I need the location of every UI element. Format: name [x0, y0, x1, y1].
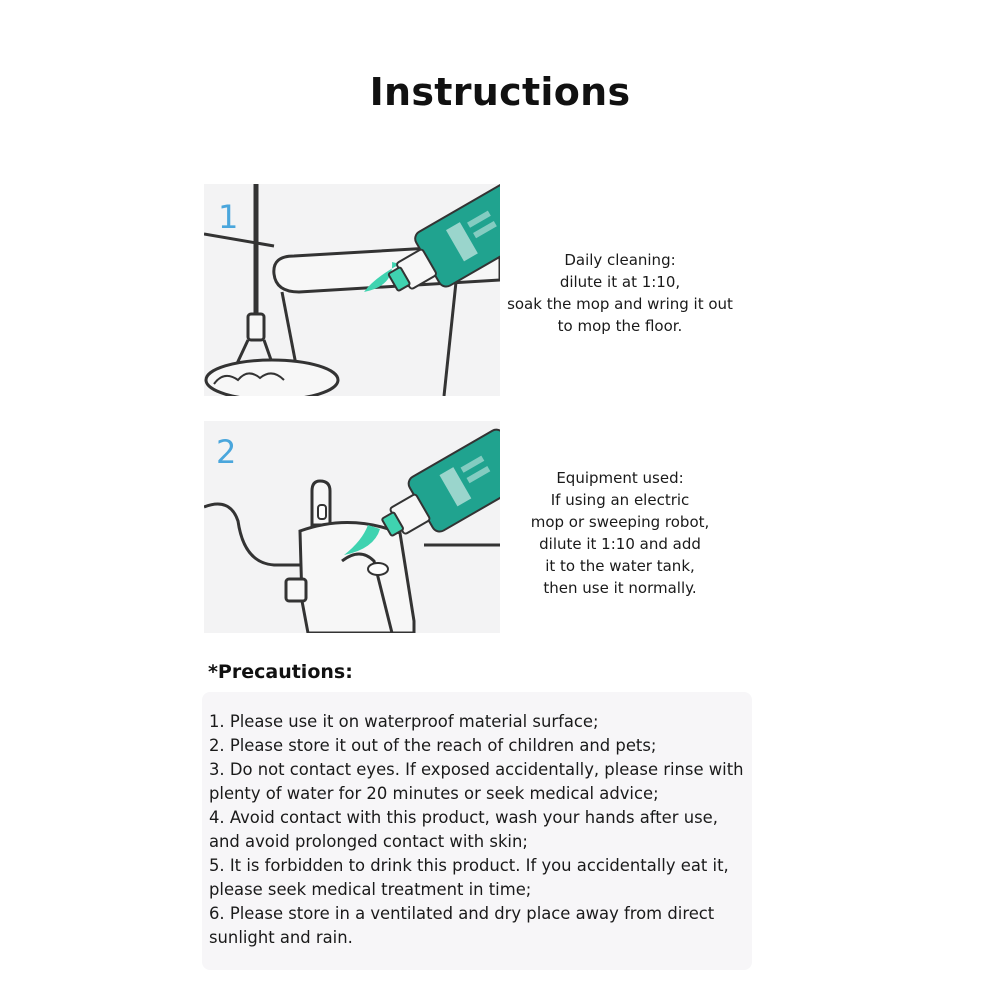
- step-2-line: If using an electric: [550, 491, 690, 509]
- step-1-illustration: [204, 184, 500, 396]
- precaution-line: 4. Avoid contact with this product, wash your hands after use,: [209, 808, 718, 827]
- precaution-line: 5. It is forbidden to drink this product. If you accidentally eat it,: [209, 856, 729, 875]
- step-1-description: [502, 249, 738, 337]
- precautions-title: *Precautions:: [208, 661, 353, 683]
- precautions-list: [209, 710, 754, 950]
- precaution-line: plenty of water for 20 minutes or seek medical advice;: [209, 784, 659, 803]
- precaution-line: 3. Do not contact eyes. If exposed accidentally, please rinse with: [209, 760, 744, 779]
- step-2-number: 2: [216, 433, 237, 471]
- precaution-line: 2. Please store it out of the reach of children and pets;: [209, 736, 657, 755]
- step-2-line: Equipment used:: [556, 469, 684, 487]
- precaution-line: 6. Please store in a ventilated and dry place away from direct: [209, 904, 715, 923]
- step-2-illustration: [204, 421, 500, 633]
- step-2-line: it to the water tank,: [545, 557, 695, 575]
- step-1-line: Daily cleaning:: [564, 251, 676, 269]
- precaution-line: sunlight and rain.: [209, 928, 353, 947]
- step-1-line: soak the mop and wring it out: [507, 295, 733, 313]
- precaution-line: and avoid prolonged contact with skin;: [209, 832, 528, 851]
- step-1-line: to mop the floor.: [557, 317, 683, 335]
- page-title: Instructions: [369, 70, 631, 114]
- step-2-line: dilute it 1:10 and add: [539, 535, 701, 553]
- step-1-number: 1: [218, 198, 239, 236]
- step-2-description: [502, 467, 738, 599]
- step-2-line: then use it normally.: [543, 579, 697, 597]
- precaution-line: 1. Please use it on waterproof material surface;: [209, 712, 599, 731]
- step-1-line: dilute it at 1:10,: [559, 273, 681, 291]
- precaution-line: please seek medical treatment in time;: [209, 880, 532, 899]
- step-2-line: mop or sweeping robot,: [530, 513, 710, 531]
